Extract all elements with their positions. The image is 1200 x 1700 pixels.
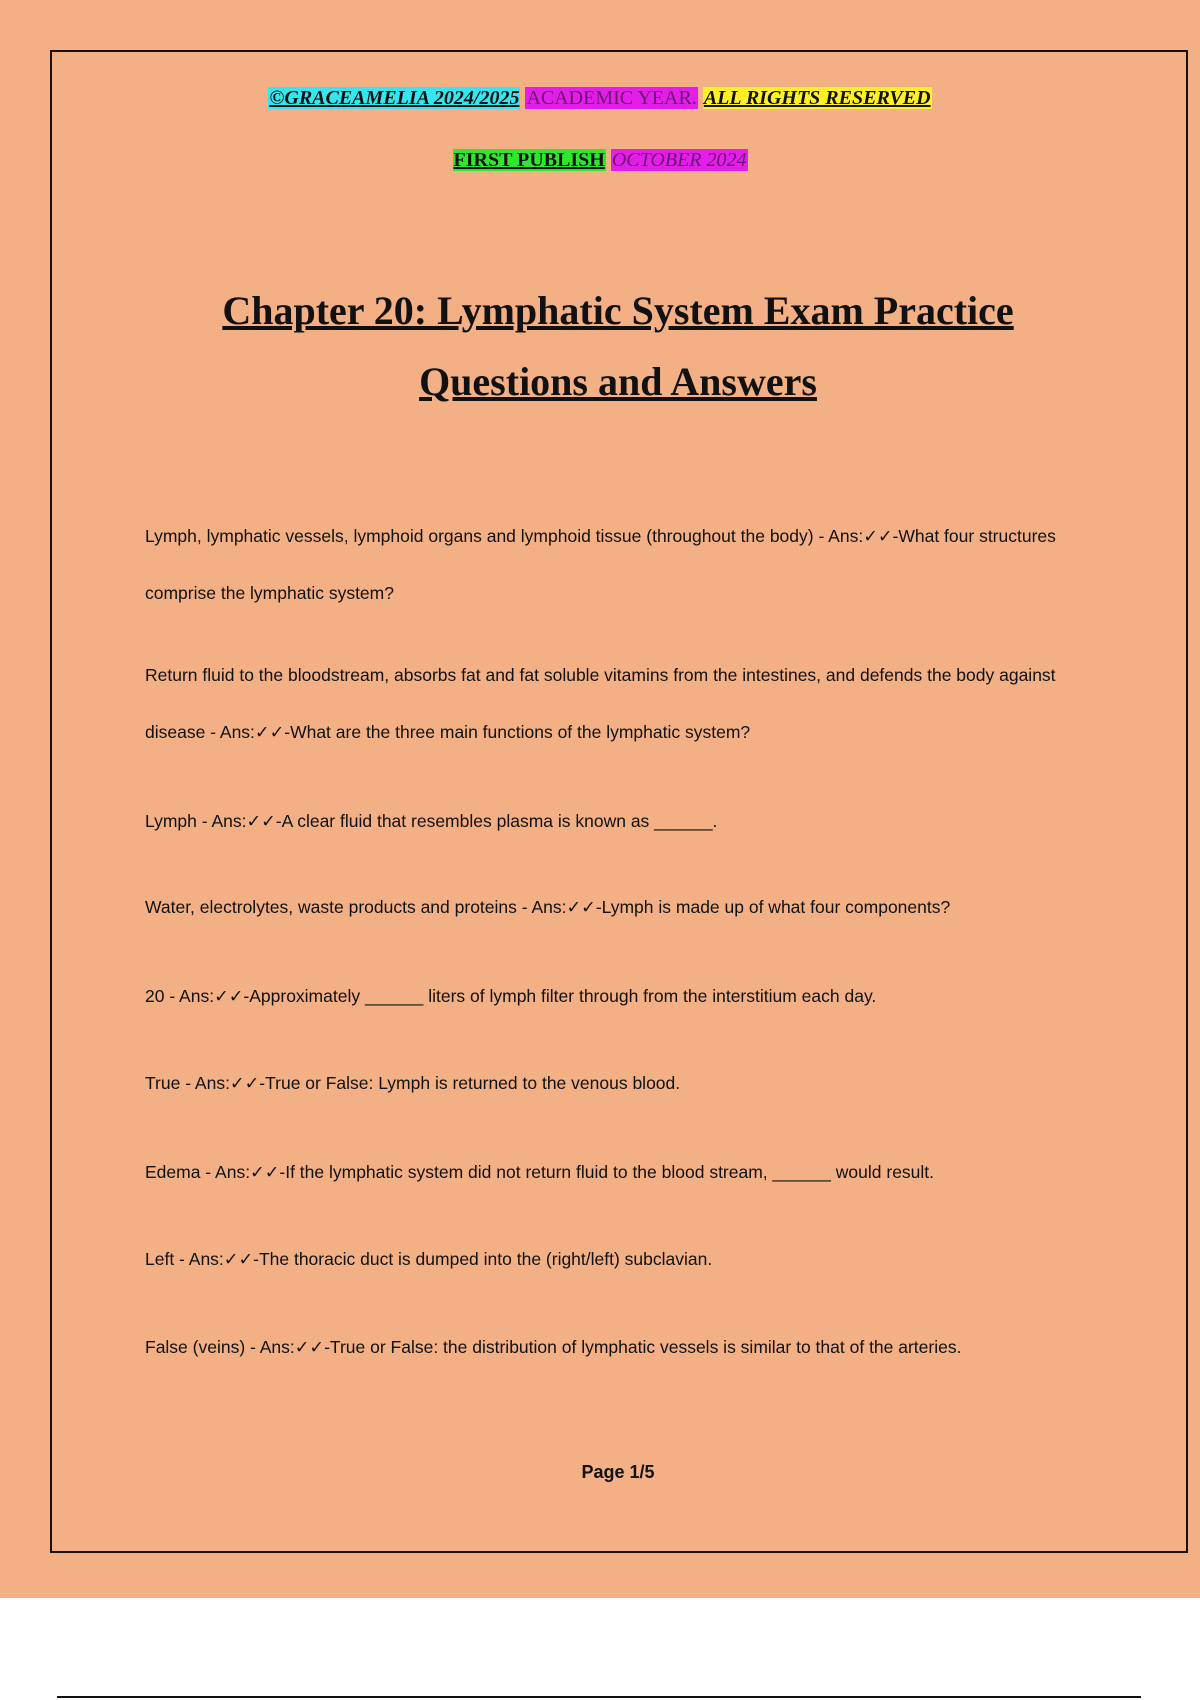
qa-item: Lymph - Ans:✓✓-A clear fluid that resembles plasma is known as ______. <box>145 811 718 831</box>
first-publish-text: FIRST PUBLISH <box>453 149 605 171</box>
page-number: Page 1/5 <box>581 1462 655 1482</box>
copyright-line <box>0 86 1200 110</box>
next-page-top-rule <box>57 1696 1141 1698</box>
qa-item: 20 - Ans:✓✓-Approximately ______ liters of lymph filter through from the interstitium each day. <box>145 986 877 1006</box>
academic-year-text: ACADEMIC YEAR. <box>526 87 697 109</box>
qa-item: Return fluid to the bloodstream, absorbs fat and fat soluble vitamins from the intestines, and defends the body against disease - Ans:✓✓-What are the three main functions of the lymphatic system? <box>145 665 1056 742</box>
rights-text: ALL RIGHTS RESERVED <box>703 87 931 109</box>
document-title-line-1: Chapter 20: Lymphatic System Exam Practice <box>222 288 1014 333</box>
qa-item: False (veins) - Ans:✓✓-True or False: the distribution of lymphatic vessels is similar to that of the arteries. <box>145 1337 962 1357</box>
qa-item: Lymph, lymphatic vessels, lymphoid organs and lymphoid tissue (throughout the body) - Ans:✓✓-What four structures comprise the lymphatic system? <box>145 526 1056 603</box>
qa-item: True - Ans:✓✓-True or False: Lymph is returned to the venous blood. <box>145 1073 681 1093</box>
copyright-text: ©GRACEAMELIA 2024/2025 <box>269 87 520 109</box>
qa-item: Left - Ans:✓✓-The thoracic duct is dumped into the (right/left) subclavian. <box>145 1249 713 1269</box>
qa-item: Edema - Ans:✓✓-If the lymphatic system did not return fluid to the blood stream, ______ would result. <box>145 1162 935 1182</box>
publish-line <box>0 148 1200 172</box>
document-title-line-2: Questions and Answers <box>419 359 817 404</box>
publish-date-text: OCTOBER 2024 <box>611 149 747 171</box>
qa-item: Water, electrolytes, waste products and proteins - Ans:✓✓-Lymph is made up of what four components? <box>145 897 951 917</box>
